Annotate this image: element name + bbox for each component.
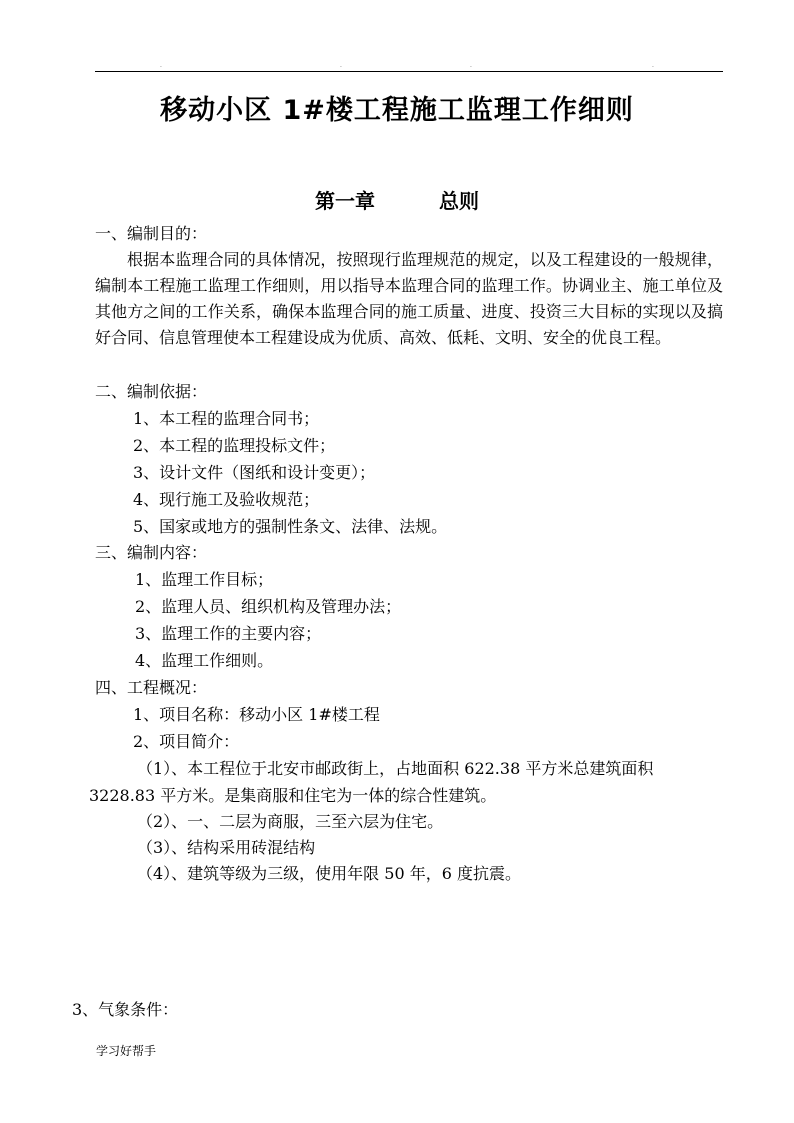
header-dot: .	[652, 62, 654, 69]
list-item: 1、项目名称：移动小区 1#楼工程	[133, 705, 380, 724]
header-rule	[95, 71, 723, 72]
list-item: （2）、一、二层为商服，三至六层为住宅。	[137, 812, 444, 831]
list-item: 2、本工程的监理投标文件；	[133, 436, 336, 455]
list-item: 3228.83 平方米。是集商服和住宅为一体的综合性建筑。	[89, 786, 497, 805]
list-item: 1、本工程的监理合同书；	[133, 409, 320, 428]
list-item: 2、项目简介：	[133, 732, 240, 751]
header-dot: .	[340, 62, 342, 69]
list-item: 3、监理工作的主要内容；	[135, 624, 322, 643]
section-heading: 3、气象条件：	[72, 1000, 179, 1019]
list-item: （3）、结构采用砖混结构	[137, 838, 316, 857]
chapter-heading	[0, 185, 794, 214]
list-item: （4）、建筑等级为三级，使用年限 50 年，6 度抗震。	[137, 864, 521, 883]
list-item: 5、国家或地方的强制性条文、法律、法规。	[133, 517, 448, 536]
page-footer: 学习好帮手	[96, 1044, 157, 1058]
header-dot: .	[160, 62, 162, 69]
section-heading: 一、编制目的：	[95, 224, 208, 243]
document-title: 移动小区 1#楼工程施工监理工作细则	[160, 95, 634, 126]
list-item: 4、现行施工及验收规范；	[133, 490, 320, 509]
header-dot: .	[470, 62, 472, 69]
list-item: 1、监理工作目标；	[135, 570, 274, 589]
section-heading: 三、编制内容：	[95, 543, 208, 562]
list-item: 4、监理工作细则。	[135, 651, 274, 670]
section-heading: 二、编制依据：	[95, 382, 208, 401]
section-paragraph: 根据本监理合同的具体情况，按照现行监理规范的规定，以及工程建设的一般规律，编制本工程施工监理工作细则，用以指导本监理合同的监理工作。协调业主、施工单位及其他方之间的工作关系，确保本监理合同的施工质量、进度、投资三大目标的实现以及搞好合同、信息管理使本工程建设成为优质、高效、低耗、文明、安全的优良工程。	[95, 250, 723, 347]
chapter-number: 第一章	[315, 189, 375, 213]
list-item: （1）、本工程位于北安市邮政街上，占地面积 622.38 平方米总建筑面积	[137, 759, 654, 778]
list-item: 2、监理人员、组织机构及管理办法；	[135, 597, 402, 616]
section-heading: 四、工程概况：	[95, 678, 208, 697]
chapter-name: 总则	[439, 189, 479, 213]
list-item: 3、设计文件（图纸和设计变更）；	[133, 463, 376, 482]
